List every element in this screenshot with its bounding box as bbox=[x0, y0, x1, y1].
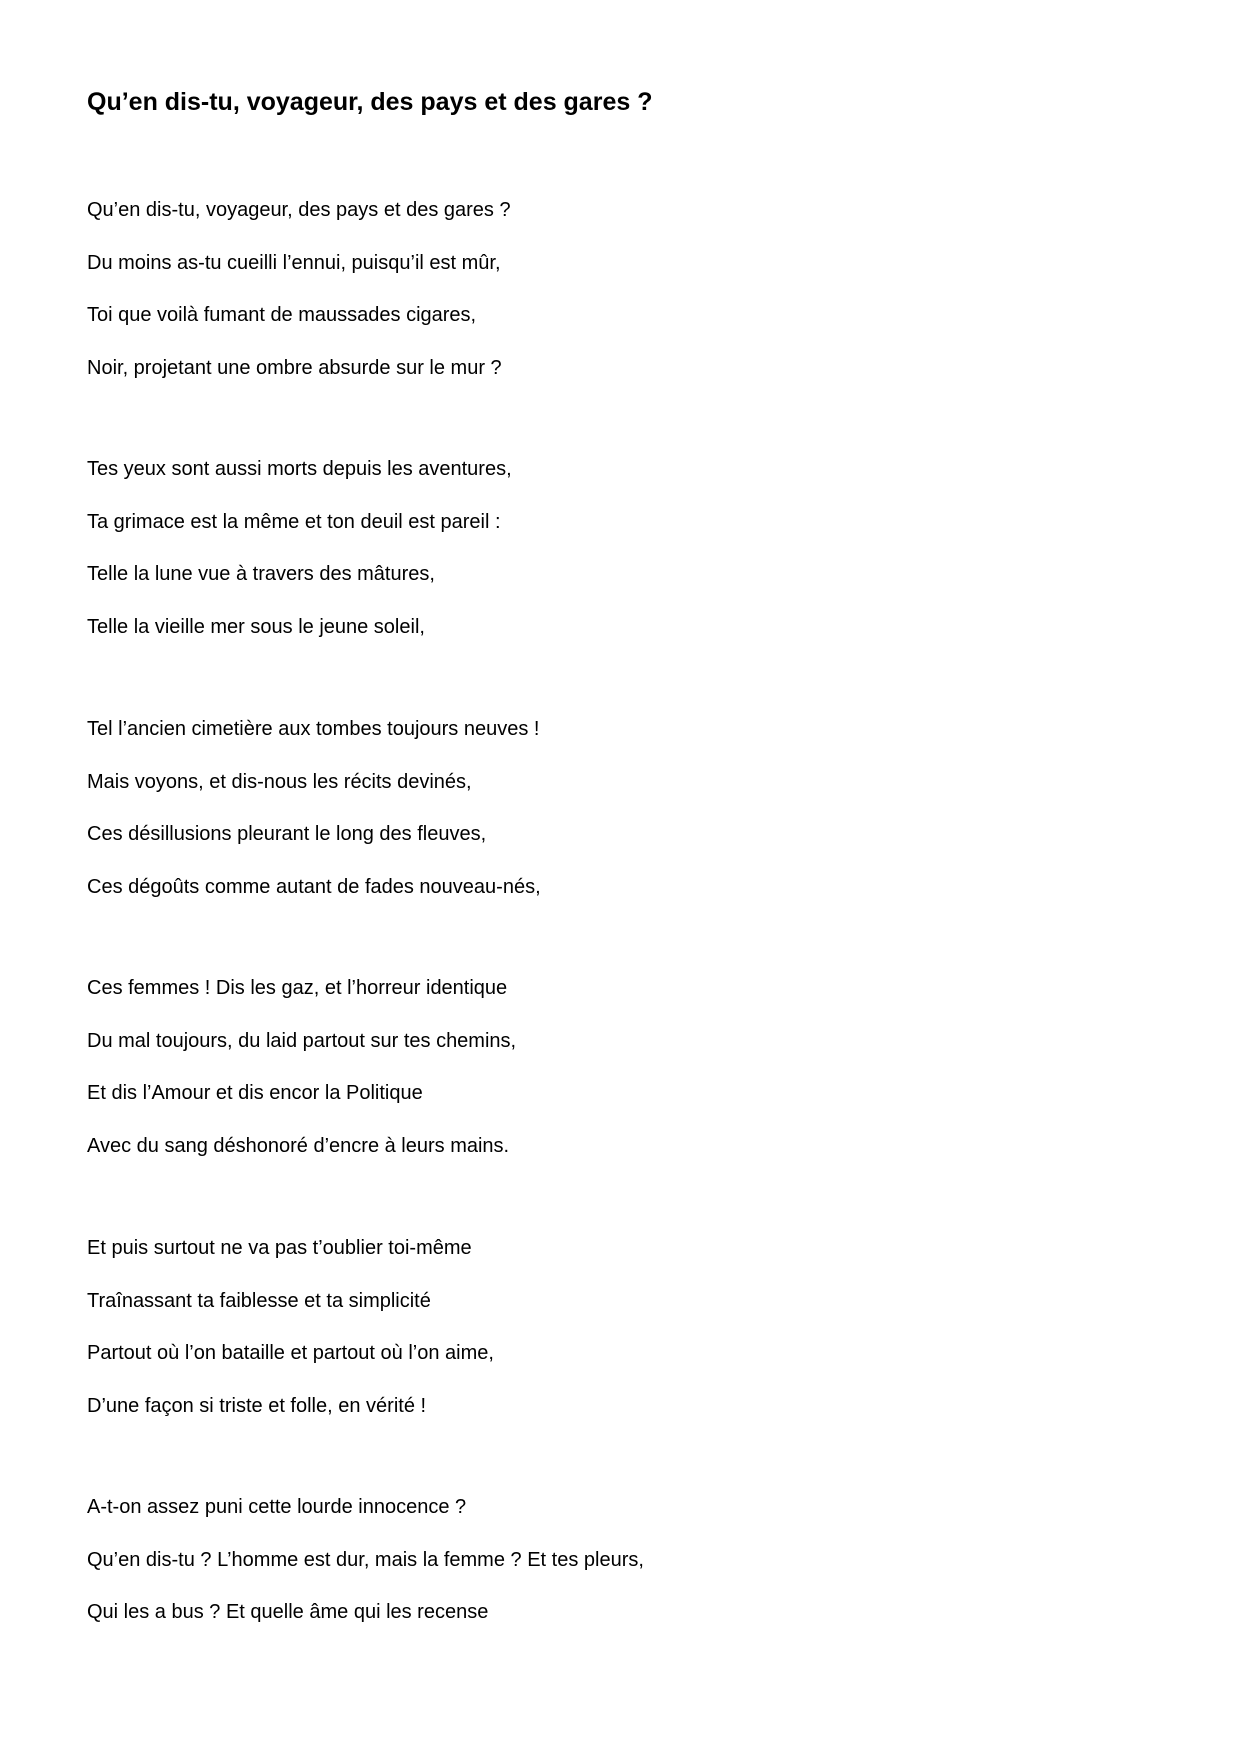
poem-line: Partout où l’on bataille et partout où l’on aime, bbox=[87, 1342, 494, 1364]
stanza-6 bbox=[87, 1495, 644, 1624]
poem-line: Et puis surtout ne va pas t’oublier toi-même bbox=[87, 1237, 472, 1259]
poem-line: Qu’en dis-tu ? L’homme est dur, mais la femme ? Et tes pleurs, bbox=[87, 1548, 644, 1571]
stanza-3 bbox=[87, 717, 541, 899]
poem-line: Du mal toujours, du laid partout sur tes chemins, bbox=[87, 1029, 517, 1052]
stanza-2 bbox=[87, 457, 512, 639]
poem-line: A-t-on assez puni cette lourde innocence ? bbox=[87, 1496, 467, 1518]
poem-line: Tes yeux sont aussi morts depuis les aventures, bbox=[87, 458, 512, 480]
stanza-1 bbox=[87, 198, 511, 380]
stanza-4 bbox=[87, 976, 516, 1158]
poem-title: Qu’en dis-tu, voyageur, des pays et des gares ? bbox=[87, 88, 653, 116]
poem-line: Avec du sang déshonoré d’encre à leurs mains. bbox=[87, 1134, 510, 1157]
poem-line: Mais voyons, et dis-nous les récits devinés, bbox=[87, 770, 472, 793]
poem-line: Ces dégoûts comme autant de fades nouveau-nés, bbox=[87, 875, 541, 898]
poem-line: Ta grimace est la même et ton deuil est pareil : bbox=[87, 510, 501, 533]
poem-line: Qu’en dis-tu, voyageur, des pays et des gares ? bbox=[87, 199, 511, 221]
poem-line: Traînassant ta faiblesse et ta simplicité bbox=[87, 1289, 431, 1312]
poem-line: Tel l’ancien cimetière aux tombes toujours neuves ! bbox=[87, 718, 540, 740]
poem-line: Noir, projetant une ombre absurde sur le mur ? bbox=[87, 356, 502, 379]
poem-line: Ces femmes ! Dis les gaz, et l’horreur identique bbox=[87, 977, 508, 999]
poem-line: D’une façon si triste et folle, en vérité ! bbox=[87, 1394, 427, 1417]
poem-line: Telle la vieille mer sous le jeune soleil, bbox=[87, 615, 425, 638]
poem-line: Toi que voilà fumant de maussades cigares, bbox=[87, 304, 477, 326]
poem-line: Qui les a bus ? Et quelle âme qui les recense bbox=[87, 1601, 489, 1623]
poem-line: Du moins as-tu cueilli l’ennui, puisqu’il est mûr, bbox=[87, 251, 501, 274]
stanza-5 bbox=[87, 1236, 494, 1418]
poem-line: Telle la lune vue à travers des mâtures, bbox=[87, 563, 435, 585]
poem-line: Ces désillusions pleurant le long des fleuves, bbox=[87, 823, 487, 845]
poem-line: Et dis l’Amour et dis encor la Politique bbox=[87, 1082, 423, 1104]
